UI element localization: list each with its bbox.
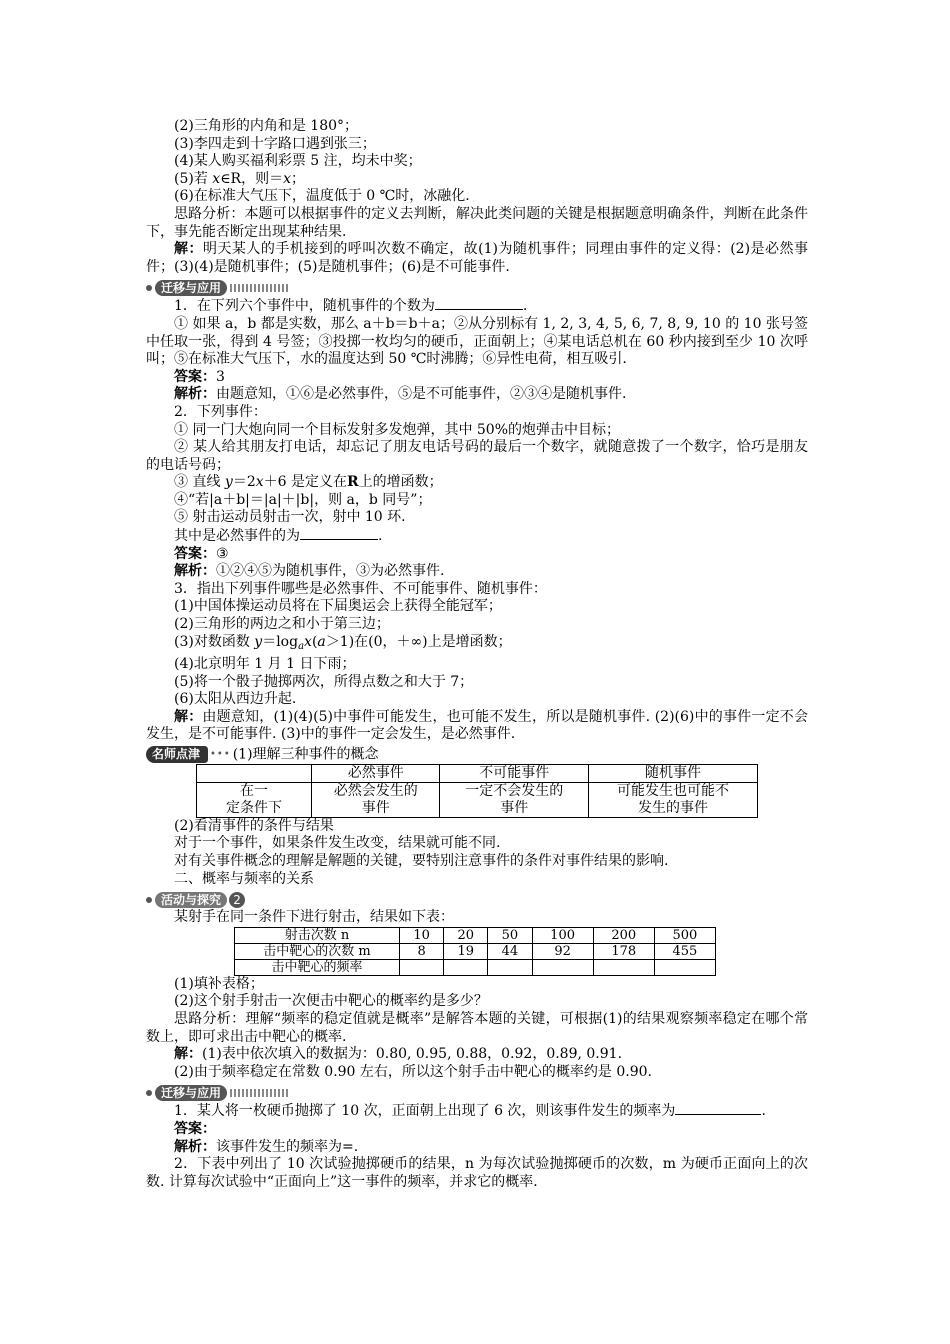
text-line: (4)某人购买福利彩票 5 注，均未中奖；	[174, 153, 422, 170]
text-line: (1)填补表格；	[174, 975, 264, 992]
answer-line: 答案：③	[174, 545, 229, 562]
table-cell	[654, 959, 715, 975]
text-line: ⑤ 射击运动员射击一次，射中 10 环.	[174, 509, 406, 526]
text-line: 对有关事件概念的理解是解题的关键，要特别注意事件的条件对事件结果的影响.	[174, 853, 669, 870]
document-page	[146, 118, 808, 1191]
mingshi-line: 名师点津 ••• (1)理解三种事件的概念	[146, 746, 808, 764]
event-types-table	[196, 764, 758, 818]
table-cell: 一定不会发生的 事件	[440, 782, 589, 817]
solution-paragraph: 解：由题意知，(1)(4)(5)中事件可能发生，也可能不发生，所以是随机事件. (2)(6)中的事件一定不会发生，是不可能事件. (3)中的事件一定会发生，是必然事件.	[146, 708, 809, 743]
table-cell	[488, 959, 532, 975]
practice-1: 1．某人将一枚硬币抛掷了 10 次，正面朝上出现了 6 次，则该事件发生的频率为 .	[174, 1103, 766, 1120]
solution-line: 解：(1)表中依次填入的数据为：0.80, 0.95, 0.88，0.92，0.89, 0.91.	[174, 1046, 623, 1063]
text-line: ③ 直线 y＝2x＋6 是定义在R上的增函数；	[174, 474, 443, 491]
table-cell: 44	[488, 943, 532, 959]
answer-line: 答案：	[174, 1121, 216, 1137]
table-row-head: 击中靶心的次数 m	[235, 943, 400, 959]
explanation-line: 解析：①②④⑤为随机事件，③为必然事件.	[174, 563, 445, 580]
table-cell: 200	[593, 927, 654, 943]
table-cell	[400, 959, 444, 975]
text-line: (4)北京明年 1 月 1 日下雨；	[174, 656, 356, 673]
bullet-icon	[146, 897, 152, 903]
text-line: 对于一个事件，如果条件发生改变，结果就可能不同.	[174, 835, 501, 852]
text-line: (3)李四走到十字路口遇到张三；	[174, 135, 376, 152]
table-header: 不可能事件	[440, 764, 589, 782]
text-line: (2)由于频率稳定在常数 0.90 左右，所以这个射手击中靶心的概率约是 0.90.	[174, 1063, 652, 1080]
table-cell: 50	[488, 927, 532, 943]
practice-2: 2．下表中列出了 10 次试验抛掷硬币的结果，n 为每次试验抛掷硬币的次数，m 为硬币正面向上的次数. 计算每次试验中“正面向上”这一事件的频率，并求它的概率.	[146, 1156, 808, 1190]
question-1-body: ① 如果 a，b 都是实数，那么 a＋b＝b＋a；②从分别标有 1, 2, 3, 4, 5, 6, 7, 8, 9, 10 的 10 张号签中任取一张，得到 4 号签；③投掷一枚均匀的硬币，正面朝上；④某电话总机在 60 秒内接到至少 10 次呼叫；⑤在标准大气压下，水的温度达到 50 ℃时沸腾；⑥异性电荷，相互吸引.	[146, 315, 808, 368]
table-cell: 455	[654, 943, 715, 959]
explanation-line: 解析：由题意知，①⑥是必然事件，⑤是不可能事件，②③④是随机事件.	[174, 386, 627, 403]
text-line: ④“若|a＋b|＝|a|＋|b|，则 a，b 同号”；	[174, 491, 432, 508]
huodong-badge: 活动与探究 2	[146, 892, 245, 908]
qianyi-badge: 迁移与应用	[146, 1085, 290, 1101]
text-line: (5)将一个骰子抛掷两次，所得点数之和大于 7；	[174, 673, 474, 690]
table-row-head: 射击次数 n	[235, 927, 400, 943]
text-line: (5)若 x∈R，则＝x；	[174, 170, 305, 187]
table-cell: 178	[593, 943, 654, 959]
analysis-paragraph: 思路分析：本题可以根据事件的定义去判断，解决此类问题的关键是根据题意明确条件，判断在此条件下，事先能否断定出现某种结果.	[146, 205, 808, 240]
text-line: ② 某人给其朋友打电话，却忘记了朋友电话号码的最后一个数字，就随意拨了一个数字，恰巧是朋友的电话号码；	[146, 439, 808, 473]
dotted-rule	[230, 1089, 290, 1097]
question-1: 1．在下列六个事件中，随机事件的个数为 .	[174, 298, 528, 315]
text-line: (2)这个射手射击一次便击中靶心的概率约是多少？	[174, 993, 488, 1010]
table-cell: 20	[444, 927, 488, 943]
question-3: 3．指出下列事件哪些是必然事件、不可能事件、随机事件：	[174, 580, 547, 597]
table-cell: 可能发生也可能不 发生的事件	[589, 782, 758, 817]
text-line: (1)中国体操运动员将在下届奥运会上获得全能冠军；	[174, 598, 502, 615]
question-2: 2．下列事件：	[174, 403, 267, 420]
text-line: ① 同一门大炮向同一个目标发射多发炮弹，其中 50%的炮弹击中目标；	[174, 421, 621, 438]
qianyi-badge: 迁移与应用	[146, 280, 290, 296]
table-cell	[593, 959, 654, 975]
bullet-icon	[146, 1090, 152, 1096]
dotted-rule	[230, 284, 290, 292]
table-header: 随机事件	[589, 764, 758, 782]
table-row-head: 击中靶心的频率	[235, 959, 400, 975]
table-cell	[197, 764, 312, 782]
text-line: 其中是必然事件的为 .	[174, 528, 383, 545]
solution-paragraph: 解：明天某人的手机接到的呼叫次数不确定，故(1)为随机事件；同理由事件的定义得：(2)是必然事件；(3)(4)是随机事件；(5)是随机事件；(6)是不可能事件.	[146, 241, 808, 275]
analysis-paragraph: 思路分析：理解“频率的稳定值就是概率”是解答本题的关键，可根据(1)的结果观察频率稳定在哪个常数上，即可求出击中靶心的概率.	[146, 1011, 808, 1045]
text-line: (6)太阳从西边升起.	[174, 691, 297, 708]
table-cell: 92	[532, 943, 593, 959]
text-line: (6)在标准大气压下，温度低于 0 ℃时，冰融化.	[174, 188, 470, 205]
answer-line: 答案：3	[174, 368, 225, 385]
section-heading: 二、概率与频率的关系	[174, 870, 314, 887]
table-cell: 500	[654, 927, 715, 943]
text-line: (2)三角形的两边之和小于第三边；	[174, 616, 390, 633]
text-line: (2)三角形的内角和是 180°；	[174, 118, 359, 134]
table-header: 必然事件	[312, 764, 440, 782]
table-cell	[532, 959, 593, 975]
table-row-head: 在一 定条件下	[197, 782, 312, 817]
table-cell: 19	[444, 943, 488, 959]
mingshi-badge: 名师点津 •••	[146, 746, 233, 764]
table-cell: 100	[532, 927, 593, 943]
table-cell: 8	[400, 943, 444, 959]
explanation-line: 解析：该事件发生的频率为=.	[174, 1138, 359, 1155]
text-line: (3)对数函数 $y=\log_ax(a>1)$在(0，＋∞)上是增函数；	[174, 633, 512, 653]
table-cell: 必然会发生的 事件	[312, 782, 440, 817]
table-cell	[444, 959, 488, 975]
bullet-icon	[146, 285, 152, 291]
text-line: (2)看清事件的条件与结果	[174, 817, 334, 834]
text-line: 某射手在同一条件下进行射击，结果如下表：	[174, 909, 454, 926]
shooting-table	[234, 927, 716, 976]
table-cell: 10	[400, 927, 444, 943]
